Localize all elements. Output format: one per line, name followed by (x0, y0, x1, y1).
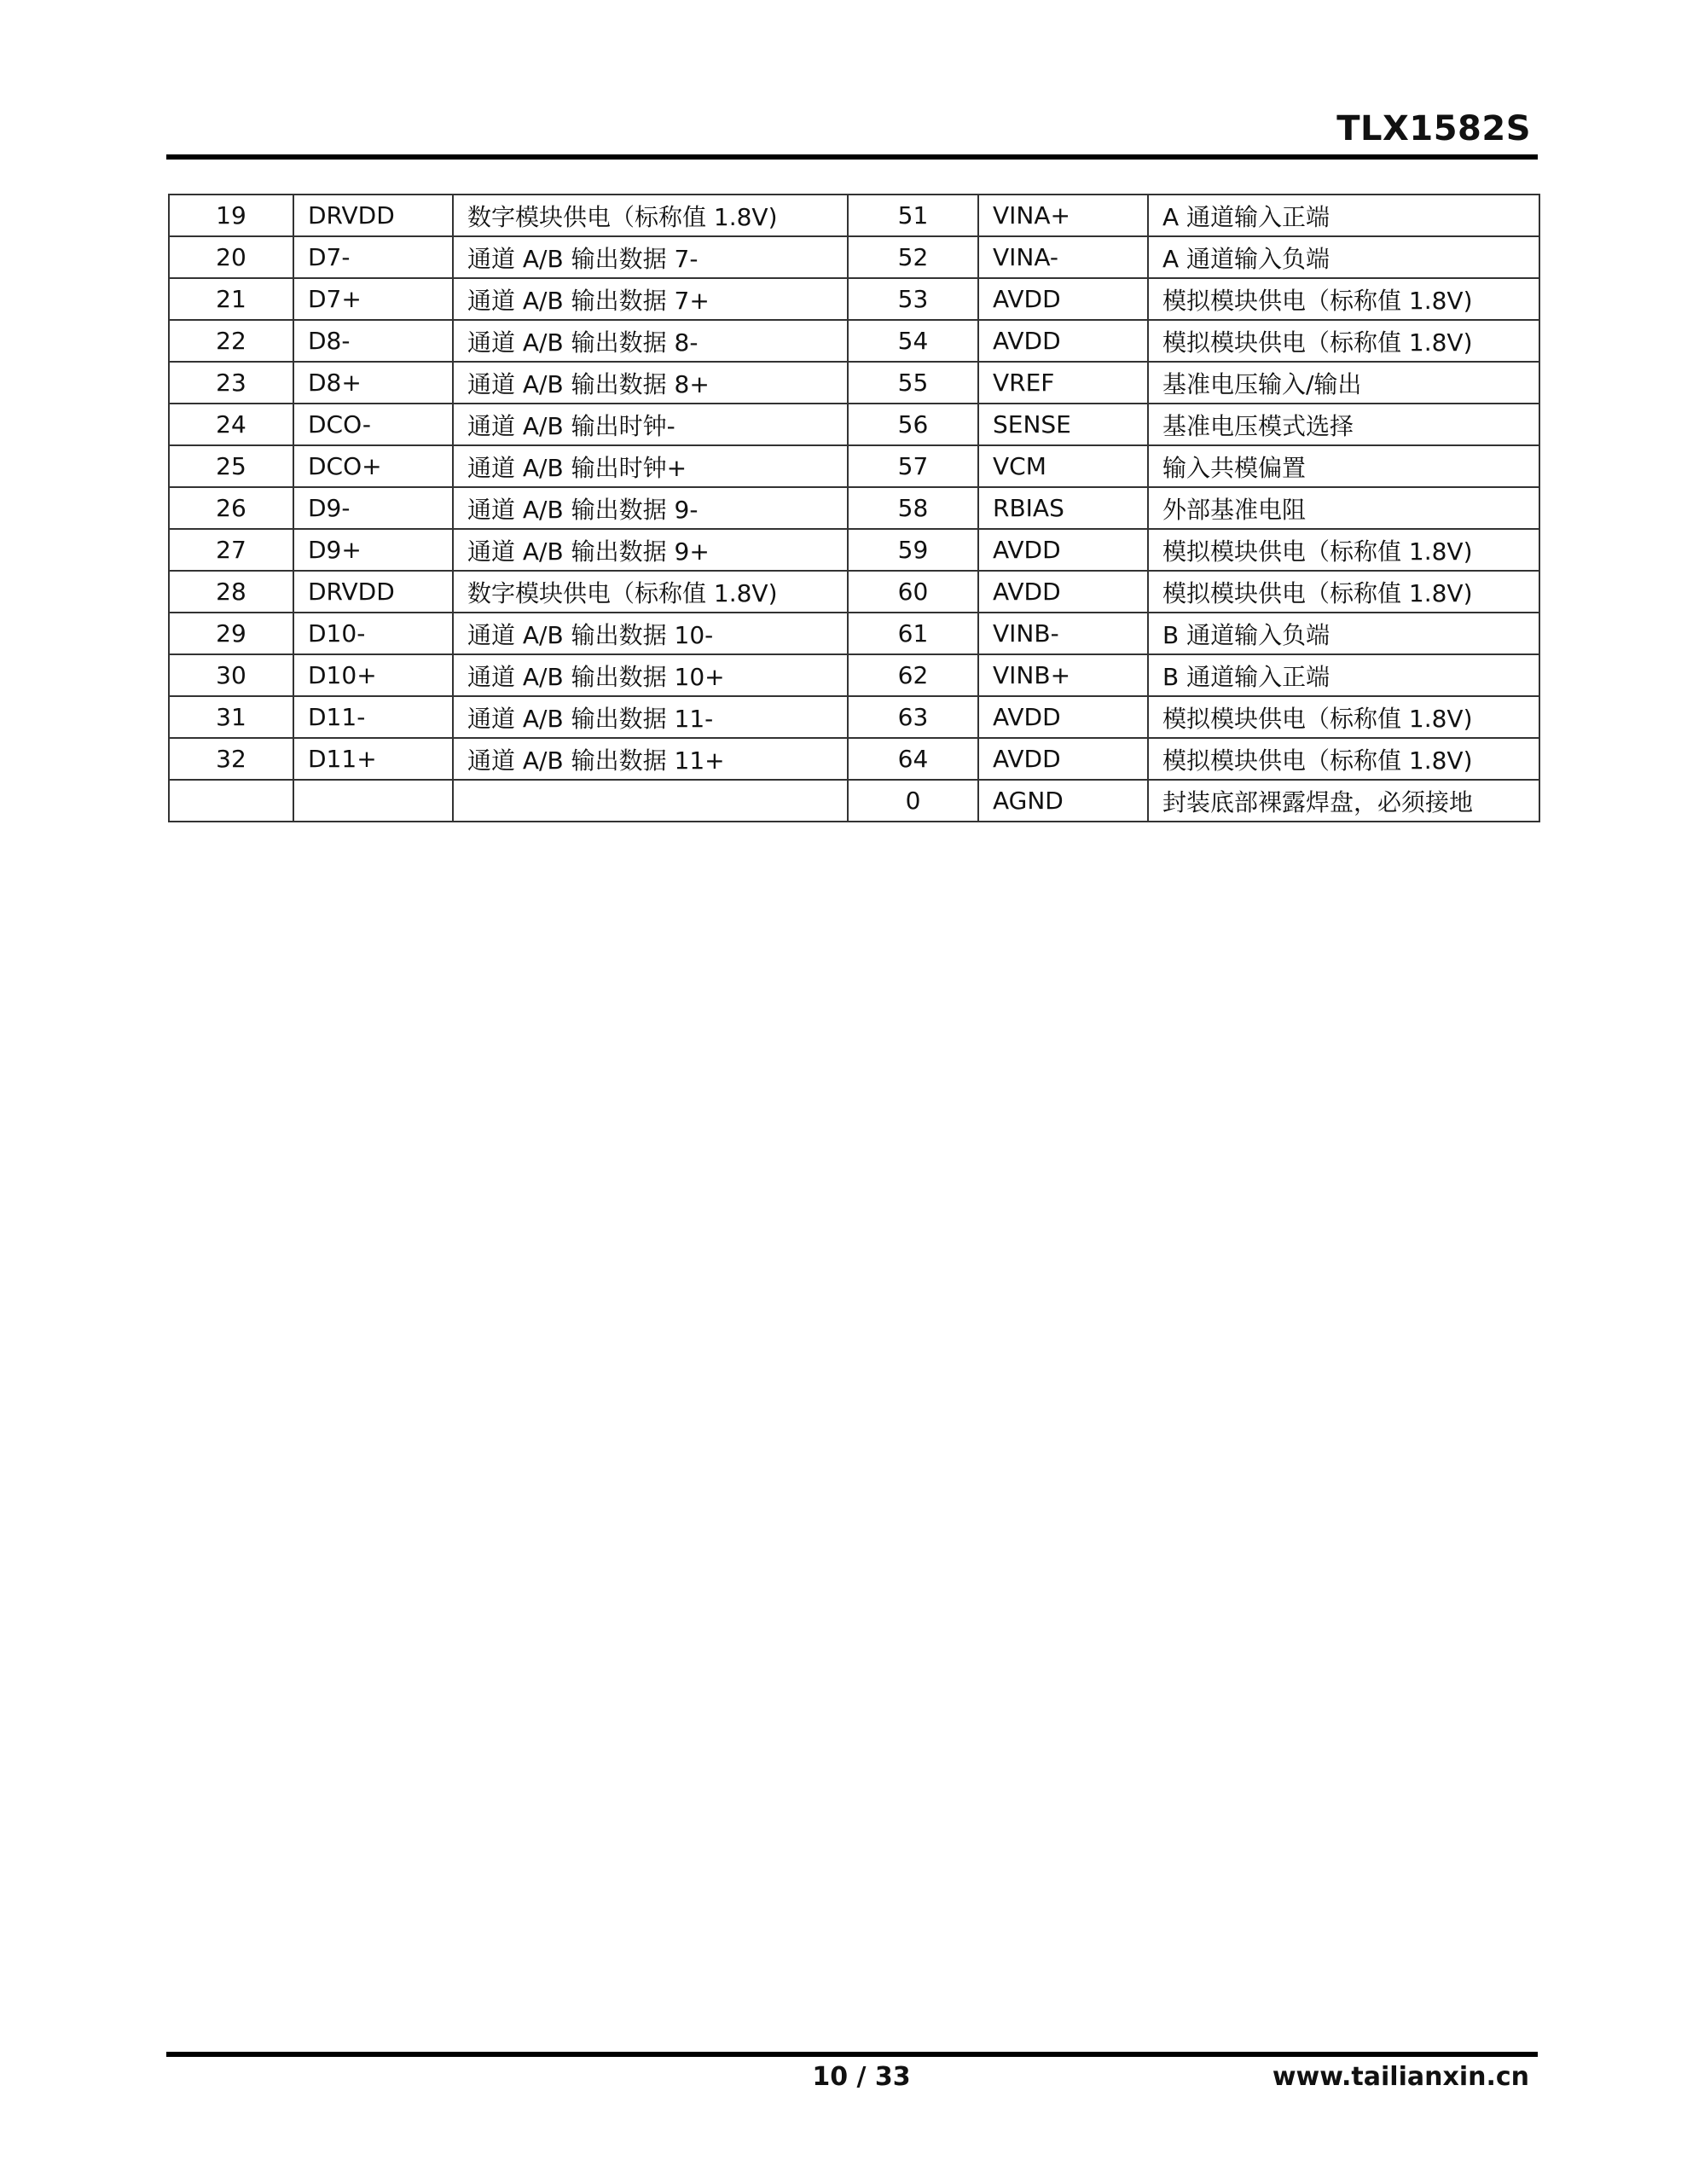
table-row (169, 445, 1539, 487)
pin-number-cell: 21 (169, 278, 293, 320)
pin-number-cell: 55 (848, 362, 978, 404)
pin-description-cell: 通道 A/B 输出数据 9+ (453, 529, 848, 571)
pin-name-cell: D11- (293, 696, 453, 738)
pin-name-cell: DRVDD (293, 195, 453, 236)
pin-number-cell: 58 (848, 487, 978, 529)
pin-name-cell: D9+ (293, 529, 453, 571)
pin-number-cell: 24 (169, 404, 293, 445)
pin-description-cell: 通道 A/B 输出数据 11- (453, 696, 848, 738)
pin-description-cell: 通道 A/B 输出数据 7- (453, 236, 848, 278)
website-url: www.tailianxin.cn (1272, 2062, 1529, 2092)
pin-name-cell: DCO+ (293, 445, 453, 487)
page-number: 10 / 33 (812, 2062, 911, 2092)
pin-description-cell: 外部基准电阻 (1148, 487, 1539, 529)
pin-number-cell: 23 (169, 362, 293, 404)
pin-name-cell: D11+ (293, 738, 453, 780)
table-row (169, 362, 1539, 404)
pin-description-cell: 基准电压输入/输出 (1148, 362, 1539, 404)
pin-number-cell: 59 (848, 529, 978, 571)
pin-name-cell: D9- (293, 487, 453, 529)
pin-number-cell: 26 (169, 487, 293, 529)
pin-name-cell: D8+ (293, 362, 453, 404)
table-row (169, 696, 1539, 738)
pin-description-cell: 模拟模块供电（标称值 1.8V) (1148, 738, 1539, 780)
pin-number-cell: 54 (848, 320, 978, 362)
pin-name-cell: DRVDD (293, 571, 453, 613)
pin-description-cell: A 通道输入正端 (1148, 195, 1539, 236)
pin-description-cell: 输入共模偏置 (1148, 445, 1539, 487)
pin-number-cell: 22 (169, 320, 293, 362)
pin-name-cell: AVDD (978, 571, 1148, 613)
pin-number-cell: 56 (848, 404, 978, 445)
pin-description-cell: 封装底部裸露焊盘，必须接地 (1148, 780, 1539, 822)
pin-name-cell (293, 780, 453, 822)
pin-description-cell: 通道 A/B 输出数据 8+ (453, 362, 848, 404)
pin-description-cell: 通道 A/B 输出数据 11+ (453, 738, 848, 780)
pin-description-cell: 数字模块供电（标称值 1.8V) (453, 571, 848, 613)
table-row (169, 278, 1539, 320)
table-row (169, 571, 1539, 613)
table-row (169, 320, 1539, 362)
table-row (169, 487, 1539, 529)
table-row (169, 236, 1539, 278)
pin-name-cell: VCM (978, 445, 1148, 487)
pin-description-cell: 通道 A/B 输出数据 9- (453, 487, 848, 529)
table-row (169, 404, 1539, 445)
table-row (169, 780, 1539, 822)
pin-name-cell: VINA+ (978, 195, 1148, 236)
pin-number-cell: 27 (169, 529, 293, 571)
pin-name-cell: AVDD (978, 529, 1148, 571)
pin-name-cell: D7- (293, 236, 453, 278)
pin-name-cell: AVDD (978, 738, 1148, 780)
pin-name-cell: AVDD (978, 696, 1148, 738)
pin-name-cell: VINA- (978, 236, 1148, 278)
pin-number-cell: 64 (848, 738, 978, 780)
pin-description-cell: 数字模块供电（标称值 1.8V) (453, 195, 848, 236)
pin-number-cell: 32 (169, 738, 293, 780)
table-row (169, 738, 1539, 780)
pin-name-cell: D8- (293, 320, 453, 362)
pin-number-cell: 62 (848, 654, 978, 696)
pin-number-cell: 30 (169, 654, 293, 696)
pin-description-cell: 通道 A/B 输出时钟+ (453, 445, 848, 487)
pin-table (168, 194, 1540, 822)
pin-number-cell: 31 (169, 696, 293, 738)
pin-name-cell: RBIAS (978, 487, 1148, 529)
pin-name-cell: D10- (293, 613, 453, 654)
pin-name-cell: AVDD (978, 320, 1148, 362)
pin-name-cell: DCO- (293, 404, 453, 445)
pin-description-cell: 模拟模块供电（标称值 1.8V) (1148, 571, 1539, 613)
pin-description-cell: 通道 A/B 输出数据 7+ (453, 278, 848, 320)
pin-name-cell: SENSE (978, 404, 1148, 445)
table-row (169, 654, 1539, 696)
pin-description-cell: B 通道输入负端 (1148, 613, 1539, 654)
pin-number-cell: 0 (848, 780, 978, 822)
pin-name-cell: AVDD (978, 278, 1148, 320)
table-row (169, 195, 1539, 236)
pin-description-cell: 通道 A/B 输出数据 10+ (453, 654, 848, 696)
document-title: TLX1582S (1336, 109, 1531, 148)
pin-description-cell: 模拟模块供电（标称值 1.8V) (1148, 696, 1539, 738)
pin-name-cell: AGND (978, 780, 1148, 822)
pin-description-cell: 模拟模块供电（标称值 1.8V) (1148, 320, 1539, 362)
pin-number-cell: 51 (848, 195, 978, 236)
pin-number-cell: 19 (169, 195, 293, 236)
pin-description-cell: 通道 A/B 输出时钟- (453, 404, 848, 445)
pin-number-cell: 53 (848, 278, 978, 320)
pin-description-cell (453, 780, 848, 822)
pin-number-cell: 61 (848, 613, 978, 654)
pin-description-cell: 通道 A/B 输出数据 8- (453, 320, 848, 362)
pin-name-cell: VINB- (978, 613, 1148, 654)
pin-name-cell: VINB+ (978, 654, 1148, 696)
pin-name-cell: D10+ (293, 654, 453, 696)
pin-number-cell: 28 (169, 571, 293, 613)
pin-number-cell: 29 (169, 613, 293, 654)
pin-description-cell: 基准电压模式选择 (1148, 404, 1539, 445)
table-row (169, 529, 1539, 571)
pin-number-cell: 25 (169, 445, 293, 487)
table-row (169, 613, 1539, 654)
pin-description-cell: 模拟模块供电（标称值 1.8V) (1148, 278, 1539, 320)
header-rule (166, 154, 1538, 160)
pin-number-cell: 60 (848, 571, 978, 613)
pin-name-cell: D7+ (293, 278, 453, 320)
pin-description-cell: B 通道输入正端 (1148, 654, 1539, 696)
pin-number-cell: 57 (848, 445, 978, 487)
pin-description-cell: 通道 A/B 输出数据 10- (453, 613, 848, 654)
pin-name-cell: VREF (978, 362, 1148, 404)
pin-number-cell: 52 (848, 236, 978, 278)
pin-number-cell: 20 (169, 236, 293, 278)
pin-number-cell: 63 (848, 696, 978, 738)
footer-rule (166, 2052, 1538, 2057)
pin-description-cell: 模拟模块供电（标称值 1.8V) (1148, 529, 1539, 571)
pin-number-cell (169, 780, 293, 822)
pin-description-cell: A 通道输入负端 (1148, 236, 1539, 278)
